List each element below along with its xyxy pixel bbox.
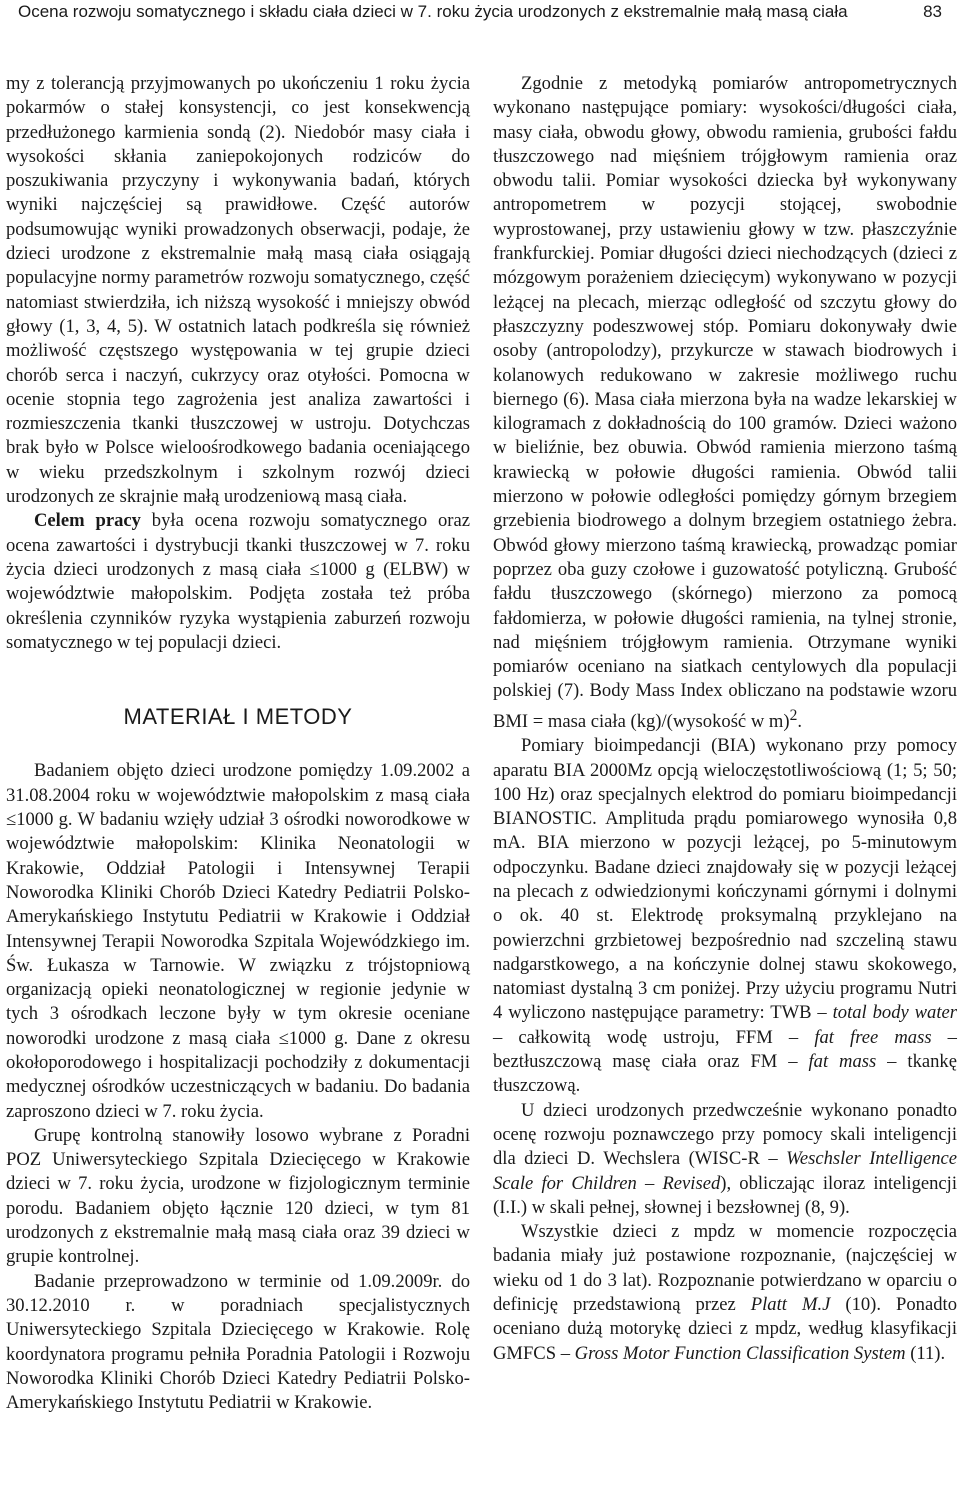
cognitive-text-b: ), obliczając iloraz inteligencji (I.I.) w skali pełnej, słownej i bezsłownej (8, 9). [493, 1172, 957, 1218]
left-column [6, 72, 470, 1415]
paragraph-cerebral-palsy [493, 1220, 957, 1366]
paragraph-intro-continued: my z tolerancją przyjmowanych po ukończeniu 1 roku życia pokarmów o stałej konsystencji, co jest konsekwencją przedłużonego karmienia sondą (2). Niedobór masy ciała i wysokości skłania zaniepokojonych rodziców do poszukiwania przyczyny i wykonywania badań, których wyniki najczęściej są prawidłowe. Część autorów podsumowując wyniki prowadzonych obserwacji, podaje, że dzieci urodzone z ekstremalnie małą masą ciała osiągają populacyjne normy parametrów rozwoju somatycznego, część natomiast stwierdziła, ich niższą wysokość i mniejszy obwód głowy (1, 3, 4, 5). W ostatnich latach podkreśla się również możliwość częstszego występowania w tej grupie dzieci chorób serca i naczyń, cukrzycy oraz otyłości. Pomocna w ocenie stopnia tego zagrożenia jest analiza zawartości i rozmieszczenia tkanki tłuszczowej w ustroju. Dotychczas brak było w Polsce wieloośrodkowego badania oceniającego w wieku przedszkolnym i szkolnym rozwój dzieci urodzonych ze skrajnie małą urodzeniową masą ciała. [6, 73, 470, 508]
paragraph-anthropometry [493, 72, 957, 734]
section-heading-methods: MATERIAŁ I METODY [123, 704, 353, 730]
paragraph-control-group: Grupę kontrolną stanowiły losowo wybrane z Poradni POZ Uniwersyteckiego Szpitala Dziecięcego w Krakowie dzieci w 7. roku życia, urodzone w fizjologicznym terminie porodu. Badaniem objęto łącznie 120 dzieci, w tym 81 urodzonych z ekstremalnie małą masą ciała oraz 39 dzieci w grupie kontrolnej. [6, 1124, 470, 1268]
paragraph-study-period: Badanie przeprowadzono w terminie od 1.09.2009r. do 30.12.2010 r. w poradniach specjalistycznych Uniwersyteckiego Szpitala Dziecięcego w Krakowie. Rolę koordynatora programu pełniła Poradnia Patologii i Rozwoju Noworodka Kliniki Chorób Dzieci Katedry Pediatrii Polsko-Amerykańskiego Instytutu Pediatrii w Krakowie. [6, 1270, 470, 1414]
bia-text-d: – tkankę tłuszczową. [493, 1051, 957, 1097]
term-platt: Platt M.J [750, 1294, 831, 1316]
cp-text-c: (11). [905, 1342, 946, 1364]
cp-text-a: Wszystkie dzieci z mpdz w momencie rozpoczęcia badania miały już postawione rozpoznanie, (najczęściej w wieku od 1 do 3 lat). Rozpoznanie potwierdzano w oparciu o definicję przedstawioną przez [493, 1221, 957, 1316]
cp-text-b: (10). Ponadto oceniano dużą motorykę dzieci z mpdz, według klasyfikacji GMFCS – [493, 1294, 957, 1364]
running-title: Ocena rozwoju somatycznego i składu ciała dzieci w 7. roku życia urodzonych z ekstremalnie małą masą ciała [18, 2, 848, 21]
bia-text-a: Pomiary bioimpedancji (BIA) wykonano przy pomocy aparatu BIA 2000Mz opcją wieloczęstotliwościową (1; 5; 50; 100 Hz) oraz specjalnych elektrod do pomiaru bioimpedancji BIANOSTIC. Amplituda prądu pomiarowego wynosiła 0,8 mA. BIA mierzono w pozycji leżącej, po 5-minutowym odpoczynku. Badane dzieci znajdowały się w pozycji leżącej na plecach z odwiedzionymi kończynami górnymi i dolnymi o ok. 40 st. Elektrodę proksymalną przyklejano na powierzchni grzbietowej bezpośrednio nad szczeliną stawu nadgarstkowego, a na kończynie dolnej stawu skokowego, natomiast dystalną 3 cm poniżej. Przy użyciu programu Nutri 4 wyliczono następujące parametry: TWB – [493, 735, 957, 1024]
paragraph-cognitive [493, 1099, 957, 1220]
paragraph-bioimpedance [493, 734, 957, 1098]
running-header [18, 2, 942, 28]
superscript-two: 2 [789, 706, 798, 724]
term-ffm: fat free mass [814, 1026, 932, 1048]
aim-text: była ocena rozwoju somatycznego oraz ocena zawartości i dystrybucji tkanki tłuszczowej w 7. roku życia dzieci urodzonych z masą ciała ≤1000 g (ELBW) w województwie małopolskim. Podjęta została też próba określenia czynników ryzyka wystąpienia zaburzeń rozwoju somatycznego w tej populacji dzieci. [6, 510, 470, 653]
aim-label: Celem pracy [34, 510, 141, 532]
cognitive-text-a: U dzieci urodzonych przedwcześnie wykonano ponadto ocenę rozwoju poznawczego przy pomocy skali inteligencji dla dzieci D. Wechslera (WISC-R – [493, 1099, 957, 1170]
bia-text-c: – beztłuszczową masę ciała oraz FM – [493, 1026, 957, 1073]
anthropometry-end: . [797, 710, 802, 732]
term-gmfcs: Gross Motor Function Classification System [574, 1342, 906, 1364]
paragraph-aim [6, 509, 470, 655]
page-number: 83 [923, 2, 942, 21]
right-column [493, 72, 957, 1366]
term-wisc: Weschsler Intelligence Scale for Children – Revised [493, 1148, 957, 1194]
bia-text-b: – całkowitą wodę ustroju, FFM – [493, 1026, 815, 1048]
term-twb: total body water [832, 1002, 957, 1024]
term-fm: fat mass [808, 1051, 877, 1073]
anthropometry-text: Zgodnie z metodyką pomiarów antropometrycznych wykonano następujące pomiary: wysokości/długości ciała, masy ciała, obwodu głowy, obwodu ramienia, grubości fałdu tłuszczowego nad mięśniem trójgłowym ramienia oraz obwodu talii. Pomiar wysokości dziecka był wykonywany antropometrem w pozycji stojącej, swobodnie wyprostowanej, przy ustawieniu głowy w tzw. płaszczyźnie frankfurckiej. Pomiar długości dzieci niechodzących (dzieci z mózgowym porażeniem dziecięcym) wykonywano w pozycji leżącej na plecach, mierząc odległość od szczytu głowy do płaszczyzny podeszwowej stóp. Pomiaru dokonywały dwie osoby (antropolodzy), przykurcze w stawach biodrowych i kolanowych redukowano w zakresie możliwego ruchu biernego (6). Masa ciała mierzona była na wadze lekarskiej w kilogramach z dokładnością do 100 gramów. Dzieci ważono w bieliźnie, bez obuwia. Obwód ramienia mierzono taśmą krawiecką w połowie długości ramienia. Obwód talii mierzono w połowie odległości pomiędzy górnym brzegiem grzebienia biodrowego a dolnym brzegiem ostatniego żebra. Obwód głowy mierzono taśmą krawiecką, prowadząc pomiar poprzez oba guzy czołowe i guzowatość potyliczną. Grubość fałdu tłuszczowego (skórnego) mierzono za pomocą fałdomierza, w połowie długości ramienia, na tylnej stronie, nad mięśniem trójgłowym ramienia. Otrzymane wyniki pomiarów oceniano na siatkach centylowych dla populacji polskiej (7). Body Mass Index obliczano na podstawie wzoru BMI = masa ciała (kg)/(wysokość w m) [493, 73, 957, 732]
paragraph-study-population: Badaniem objęto dzieci urodzone pomiędzy 1.09.2002 a 31.08.2004 roku w województwie małopolskim z masą ciała ≤1000 g. W badaniu wzięły udział 3 ośrodki noworodkowe w województwie małopolskim: Klinika Neonatologii w Krakowie, Oddział Patologii i Intensywnej Terapii Noworodka Kliniki Chorób Dzieci Katedry Pediatrii Polsko-Amerykańskiego Instytutu Pediatrii w Krakowie i Oddział Intensywnej Terapii Noworodka Szpitala Wojewódzkiego im. Św. Łukasza w Tarnowie. W związku z trójstopniową organizacją opieki neonatologicznej w regionie jedynie w tych 3 ośrodkach leczone były w tym okresie oceniane noworodki urodzone z masą ciała ≤1000 g. Dane z okresu okołoporodowego i hospitalizacji pochodziły z dokumentacji medycznej ośrodków uczestniczących w badaniu. Do badania zaproszono dzieci w 7. roku życia. [6, 760, 470, 1122]
